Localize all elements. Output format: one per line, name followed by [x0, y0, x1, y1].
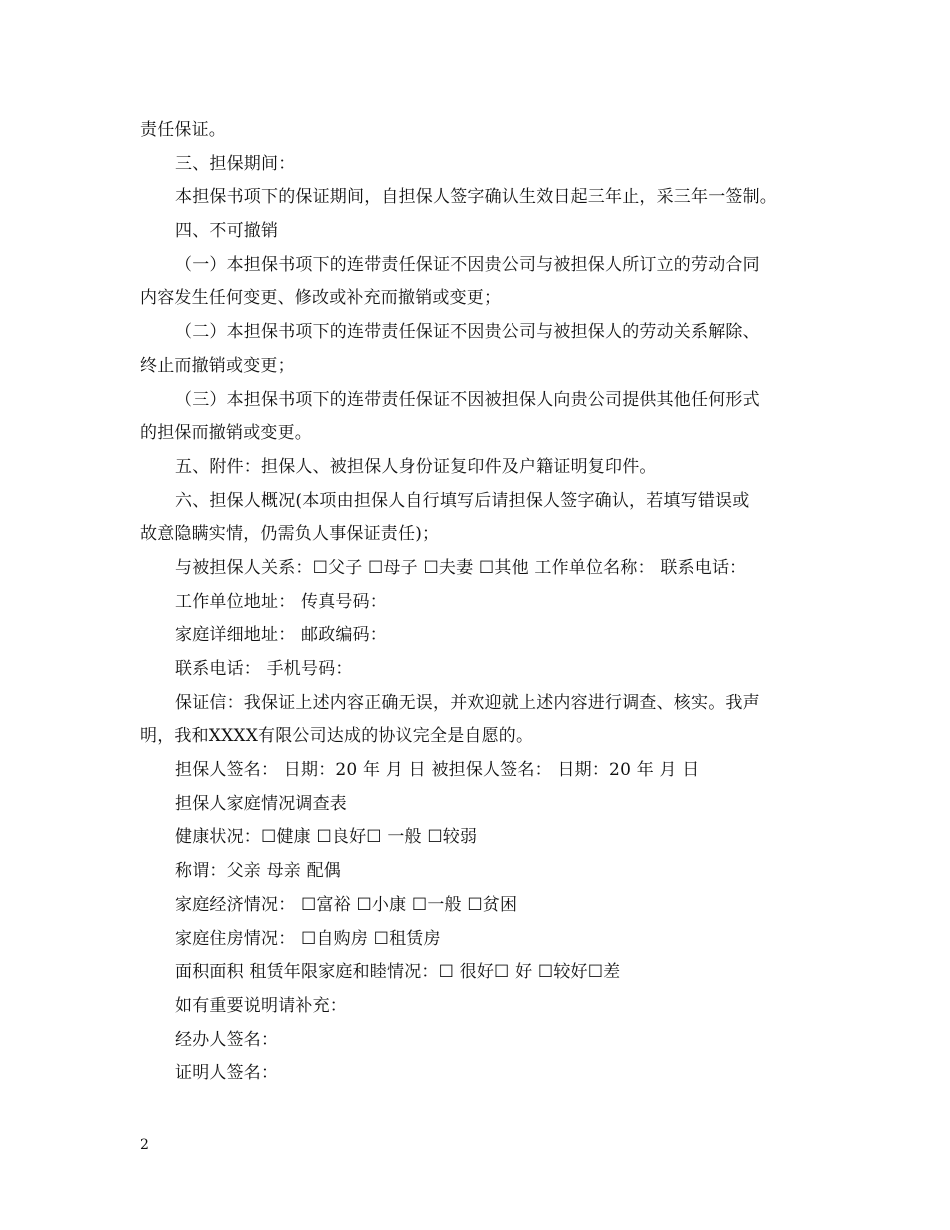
document-body: [140, 114, 830, 1091]
supplement-line: 如有重要说明请补充：: [175, 995, 347, 1016]
title-line: 称谓：父亲 母亲 配偶: [175, 861, 342, 882]
text-line: 明，我和XXXX有限公司达成的协议完全是自愿的。: [140, 726, 534, 747]
housing-status-line: 家庭住房情况： ☐自购房 ☐租赁房: [175, 928, 441, 949]
home-address-field-line: 家庭详细地址： 邮政编码：: [175, 625, 388, 646]
text-line: （二）本担保书项下的连带责任保证不因贵公司与被担保人的劳动关系解除、: [175, 322, 760, 343]
text-line: 终止而撤销或变更；: [140, 355, 295, 376]
section-heading-4: 四、不可撤销: [175, 221, 279, 242]
work-address-field-line: 工作单位地址： 传真号码：: [175, 591, 388, 612]
text-line: （一）本担保书项下的连带责任保证不因贵公司与被担保人所订立的劳动合同: [175, 254, 760, 275]
phone-field-line: 联系电话： 手机号码：: [175, 659, 353, 679]
relation-field-line: 与被担保人关系：☐父子 ☐母子 ☐夫妻 ☐其他 工作单位名称： 联系电话：: [175, 557, 747, 578]
text-line: 内容发生任何变更、修改或补充而撤销或变更；: [140, 288, 502, 309]
text-line: 本担保书项下的保证期间，自担保人签字确认生效日起三年止，采三年一签制。: [175, 187, 777, 208]
section-heading-6: 六、担保人概况(本项由担保人自行填写后请担保人签字确认，若填写错误或: [175, 490, 750, 511]
harmony-status-line: 面积面积 租赁年限家庭和睦情况：☐ 很好☐ 好 ☐较好☐差: [175, 962, 621, 983]
witness-signature-line: 证明人签名：: [175, 1063, 279, 1084]
economic-status-line: 家庭经济情况： ☐富裕 ☐小康 ☐一般 ☐贫困: [175, 894, 518, 915]
survey-title: 担保人家庭情况调查表: [175, 793, 347, 814]
page-number: 2: [140, 1137, 149, 1153]
text-line: （三）本担保书项下的连带责任保证不因被担保人向贵公司提供其他任何形式: [175, 389, 760, 410]
text-line: 故意隐瞒实情，仍需负人事保证责任)；: [140, 524, 440, 545]
section-heading-5: 五、附件：担保人、被担保人身份证复印件及户籍证明复印件。: [175, 456, 657, 477]
signature-date-line: 担保人签名： 日期：20 年 月 日 被担保人签名： 日期：20 年 月 日: [175, 760, 700, 781]
health-status-line: 健康状况：☐健康 ☐良好☐ 一般 ☐较弱: [175, 827, 478, 848]
guarantee-statement: 保证信：我保证上述内容正确无误，并欢迎就上述内容进行调查、核实。我声: [175, 692, 760, 713]
text-line: 的担保而撤销或变更。: [140, 423, 312, 444]
section-heading-3: 三、担保期间：: [175, 153, 296, 174]
text-line: 责任保证。: [140, 120, 226, 140]
handler-signature-line: 经办人签名：: [175, 1029, 279, 1050]
